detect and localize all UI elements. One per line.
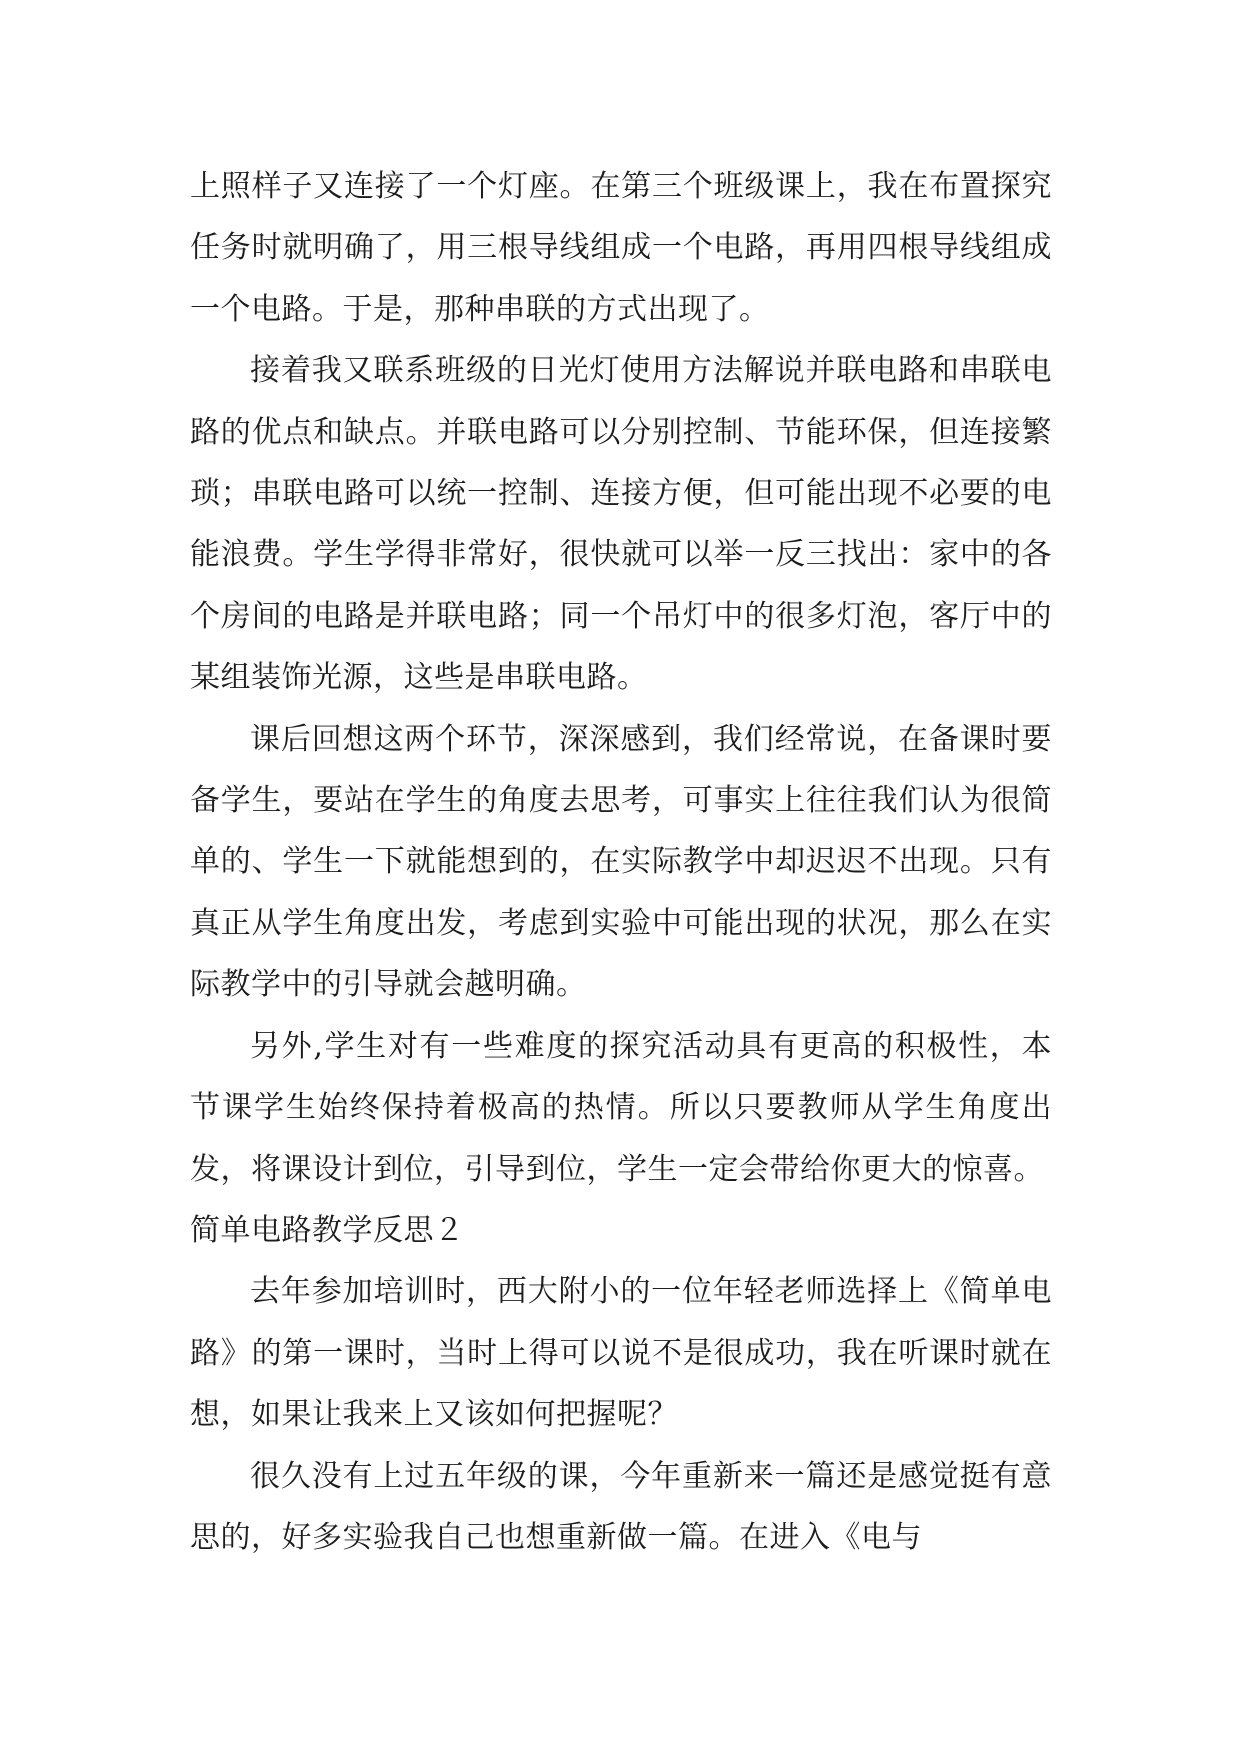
paragraph: 接着我又联系班级的日光灯使用方法解说并联电路和串联电路的优点和缺点。并联电路可以分别控制、节能环保，但连接繁琐；串联电路可以统一控制、连接方便，但可能出现不必要的电能浪费。学生学得非常好，很快就可以举一反三找出：家中的各个房间的电路是并联电路；同一个吊灯中的很多灯泡，客厅中的某组装饰光源，这些是串联电路。: [190, 353, 1052, 696]
paragraph: 课后回想这两个环节，深深感到，我们经常说，在备课时要备学生，要站在学生的角度去思考，可事实上往往我们认为很简单的、学生一下就能想到的，在实际教学中却迟迟不出现。只有真正从学生角度出发，考虑到实验中可能出现的状况，那么在实际教学中的引导就会越明确。: [190, 721, 1052, 1003]
paragraph: 去年参加培训时，西大附小的一位年轻老师选择上《简单电路》的第一课时，当时上得可以说不是很成功，我在听课时就在想，如果让我来上又该如何把握呢？: [190, 1274, 1052, 1433]
document-body: [190, 156, 1052, 1568]
paragraph: 另外,学生对有一些难度的探究活动具有更高的积极性，本节课学生始终保持着极高的热情。所以只要教师从学生角度出发，将课设计到位，引导到位，学生一定会带给你更大的惊喜。: [190, 1028, 1052, 1187]
paragraph: 很久没有上过五年级的课，今年重新来一篇还是感觉挺有意思的，好多实验我自己也想重新做一篇。在进入《电与: [190, 1458, 1052, 1555]
paragraph-continuation: 上照样子又连接了一个灯座。在第三个班级课上，我在布置探究任务时就明确了，用三根导线组成一个电路，再用四根导线组成一个电路。于是，那种串联的方式出现了。: [190, 169, 1052, 327]
section-title: 简单电路教学反思２: [190, 1212, 465, 1248]
